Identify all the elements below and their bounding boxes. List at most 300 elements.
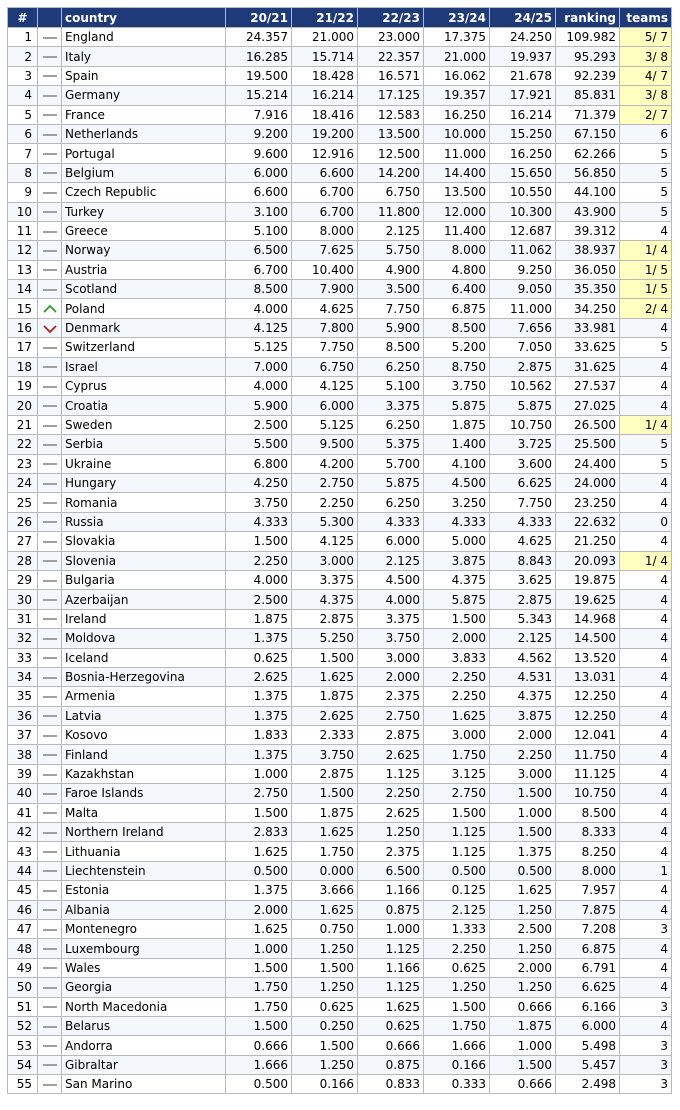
country-cell: Austria [62, 260, 226, 279]
rank-cell: 33 [8, 648, 38, 667]
table-row[interactable] [8, 86, 672, 105]
table-row[interactable] [8, 473, 672, 492]
season-value-cell: 6.625 [490, 473, 556, 492]
season-value-cell: 7.656 [490, 318, 556, 337]
table-row[interactable] [8, 299, 672, 318]
country-cell: Switzerland [62, 338, 226, 357]
table-row[interactable] [8, 202, 672, 221]
table-row[interactable] [8, 823, 672, 842]
season-value-cell: 10.000 [424, 124, 490, 143]
header-country[interactable]: country [62, 8, 226, 28]
season-value-cell: 9.200 [226, 124, 292, 143]
season-value-cell: 1.250 [292, 939, 358, 958]
dash-icon [43, 812, 57, 814]
table-row[interactable] [8, 919, 672, 938]
teams-cell: 3/ 8 [620, 47, 672, 66]
trend-cell [38, 842, 62, 861]
season-value-cell: 7.750 [292, 338, 358, 357]
season-value-cell: 0.666 [490, 1075, 556, 1094]
ranking-table-container [7, 7, 671, 1094]
season-value-cell: 1.875 [292, 687, 358, 706]
country-cell: Luxembourg [62, 939, 226, 958]
ranking-cell: 13.520 [556, 648, 620, 667]
season-value-cell: 3.375 [358, 396, 424, 415]
trend-cell [38, 66, 62, 85]
table-row[interactable] [8, 978, 672, 997]
season-value-cell: 8.843 [490, 551, 556, 570]
season-value-cell: 17.921 [490, 86, 556, 105]
rank-cell: 26 [8, 512, 38, 531]
country-cell: Finland [62, 745, 226, 764]
teams-cell: 1/ 4 [620, 551, 672, 570]
dash-icon [43, 37, 57, 39]
country-cell: Denmark [62, 318, 226, 337]
teams-cell: 4 [620, 881, 672, 900]
season-value-cell: 4.200 [292, 454, 358, 473]
country-cell: Russia [62, 512, 226, 531]
ranking-cell: 12.250 [556, 687, 620, 706]
ranking-cell: 20.093 [556, 551, 620, 570]
season-value-cell: 1.375 [226, 706, 292, 725]
season-value-cell: 6.600 [292, 163, 358, 182]
season-value-cell: 5.750 [358, 241, 424, 260]
season-value-cell: 2.875 [292, 764, 358, 783]
season-value-cell: 0.625 [292, 997, 358, 1016]
dash-icon [43, 231, 57, 233]
season-value-cell: 1.750 [292, 842, 358, 861]
country-cell: Cyprus [62, 377, 226, 396]
arrow-down-icon [43, 324, 57, 334]
rank-cell: 52 [8, 1016, 38, 1035]
table-row[interactable] [8, 338, 672, 357]
header-rank[interactable]: # [8, 8, 38, 28]
season-value-cell: 10.550 [490, 183, 556, 202]
ranking-cell: 95.293 [556, 47, 620, 66]
teams-cell: 4 [620, 609, 672, 628]
season-value-cell: 2.875 [358, 726, 424, 745]
table-row[interactable] [8, 803, 672, 822]
season-value-cell: 7.916 [226, 105, 292, 124]
season-value-cell: 0.166 [292, 1075, 358, 1094]
season-value-cell: 3.000 [358, 648, 424, 667]
dash-icon [43, 366, 57, 368]
season-value-cell: 14.400 [424, 163, 490, 182]
trend-cell [38, 881, 62, 900]
ranking-cell: 6.166 [556, 997, 620, 1016]
country-cell: Belarus [62, 1016, 226, 1035]
ranking-cell: 27.537 [556, 377, 620, 396]
table-row[interactable] [8, 280, 672, 299]
rank-cell: 4 [8, 86, 38, 105]
ranking-cell: 33.625 [556, 338, 620, 357]
dash-icon [43, 580, 57, 582]
season-value-cell: 1.375 [490, 842, 556, 861]
table-row[interactable] [8, 318, 672, 337]
trend-cell [38, 803, 62, 822]
table-row[interactable] [8, 609, 672, 628]
season-value-cell: 5.000 [424, 532, 490, 551]
table-row[interactable] [8, 163, 672, 182]
country-cell: Turkey [62, 202, 226, 221]
season-value-cell: 1.125 [424, 823, 490, 842]
country-cell: Gibraltar [62, 1055, 226, 1074]
trend-cell [38, 939, 62, 958]
season-value-cell: 2.500 [226, 590, 292, 609]
table-row[interactable] [8, 532, 672, 551]
trend-cell [38, 396, 62, 415]
season-value-cell: 5.875 [424, 590, 490, 609]
dash-icon [43, 967, 57, 969]
season-value-cell: 3.750 [292, 745, 358, 764]
season-value-cell: 15.250 [490, 124, 556, 143]
dash-icon [43, 599, 57, 601]
season-value-cell: 2.375 [358, 687, 424, 706]
country-cell: Hungary [62, 473, 226, 492]
trend-cell [38, 202, 62, 221]
table-row[interactable] [8, 260, 672, 279]
table-row[interactable] [8, 939, 672, 958]
table-row[interactable] [8, 124, 672, 143]
rank-cell: 50 [8, 978, 38, 997]
season-value-cell: 1.125 [424, 842, 490, 861]
trend-cell [38, 415, 62, 434]
header-season-2122[interactable]: 21/22 [292, 8, 358, 28]
teams-cell: 5 [620, 163, 672, 182]
ranking-cell: 92.239 [556, 66, 620, 85]
table-row[interactable] [8, 47, 672, 66]
season-value-cell: 9.600 [226, 144, 292, 163]
teams-cell: 5/ 7 [620, 28, 672, 47]
season-value-cell: 2.750 [226, 784, 292, 803]
table-row[interactable] [8, 764, 672, 783]
season-value-cell: 2.500 [226, 415, 292, 434]
teams-cell: 5 [620, 338, 672, 357]
season-value-cell: 1.875 [490, 1016, 556, 1035]
table-row[interactable] [8, 241, 672, 260]
teams-cell: 4 [620, 900, 672, 919]
ranking-cell: 6.625 [556, 978, 620, 997]
trend-cell [38, 221, 62, 240]
teams-cell: 4 [620, 318, 672, 337]
season-value-cell: 10.562 [490, 377, 556, 396]
season-value-cell: 2.250 [292, 493, 358, 512]
country-cell: Armenia [62, 687, 226, 706]
ranking-table [7, 7, 672, 1094]
season-value-cell: 1.625 [358, 997, 424, 1016]
season-value-cell: 0.250 [292, 1016, 358, 1035]
table-row[interactable] [8, 183, 672, 202]
table-row[interactable] [8, 900, 672, 919]
table-row[interactable] [8, 1016, 672, 1035]
country-cell: Albania [62, 900, 226, 919]
season-value-cell: 1.625 [292, 823, 358, 842]
season-value-cell: 2.000 [226, 900, 292, 919]
table-row[interactable] [8, 881, 672, 900]
trend-cell [38, 861, 62, 880]
season-value-cell: 6.500 [226, 241, 292, 260]
dash-icon [43, 192, 57, 194]
season-value-cell: 16.214 [292, 86, 358, 105]
season-value-cell: 11.062 [490, 241, 556, 260]
season-value-cell: 6.875 [424, 299, 490, 318]
rank-cell: 30 [8, 590, 38, 609]
season-value-cell: 2.625 [292, 706, 358, 725]
ranking-cell: 31.625 [556, 357, 620, 376]
season-value-cell: 1.500 [226, 803, 292, 822]
rank-cell: 47 [8, 919, 38, 938]
trend-cell [38, 357, 62, 376]
table-row[interactable] [8, 842, 672, 861]
country-cell: Lithuania [62, 842, 226, 861]
teams-cell: 4 [620, 629, 672, 648]
table-row[interactable] [8, 28, 672, 47]
season-value-cell: 3.375 [292, 570, 358, 589]
dash-icon [43, 696, 57, 698]
season-value-cell: 21.678 [490, 66, 556, 85]
table-row[interactable] [8, 997, 672, 1016]
season-value-cell: 19.200 [292, 124, 358, 143]
season-value-cell: 3.666 [292, 881, 358, 900]
header-season-2021[interactable]: 20/21 [226, 8, 292, 28]
season-value-cell: 6.250 [358, 493, 424, 512]
season-value-cell: 1.500 [292, 1036, 358, 1055]
season-value-cell: 2.750 [292, 473, 358, 492]
table-row[interactable] [8, 512, 672, 531]
teams-cell: 5 [620, 202, 672, 221]
table-row[interactable] [8, 570, 672, 589]
country-cell: Czech Republic [62, 183, 226, 202]
season-value-cell: 1.500 [490, 1055, 556, 1074]
season-value-cell: 4.125 [226, 318, 292, 337]
teams-cell: 4 [620, 764, 672, 783]
season-value-cell: 4.900 [358, 260, 424, 279]
table-row[interactable] [8, 745, 672, 764]
season-value-cell: 0.166 [424, 1055, 490, 1074]
season-value-cell: 2.000 [490, 726, 556, 745]
country-cell: Georgia [62, 978, 226, 997]
season-value-cell: 1.666 [226, 1055, 292, 1074]
season-value-cell: 17.375 [424, 28, 490, 47]
teams-cell: 4 [620, 803, 672, 822]
season-value-cell: 1.500 [424, 803, 490, 822]
season-value-cell: 1.500 [292, 648, 358, 667]
trend-cell [38, 454, 62, 473]
season-value-cell: 0.125 [424, 881, 490, 900]
table-row[interactable] [8, 493, 672, 512]
season-value-cell: 1.500 [292, 784, 358, 803]
header-season-2324[interactable]: 23/24 [424, 8, 490, 28]
teams-cell: 4 [620, 493, 672, 512]
teams-cell: 4 [620, 978, 672, 997]
table-row[interactable] [8, 105, 672, 124]
table-row[interactable] [8, 784, 672, 803]
country-cell: Andorra [62, 1036, 226, 1055]
table-row[interactable] [8, 1036, 672, 1055]
ranking-cell: 8.250 [556, 842, 620, 861]
season-value-cell: 2.625 [226, 667, 292, 686]
table-row[interactable] [8, 221, 672, 240]
table-row[interactable] [8, 551, 672, 570]
table-row[interactable] [8, 454, 672, 473]
dash-icon [43, 483, 57, 485]
table-row[interactable] [8, 435, 672, 454]
rank-cell: 22 [8, 435, 38, 454]
table-row[interactable] [8, 1075, 672, 1094]
dash-icon [43, 250, 57, 252]
dash-icon [43, 657, 57, 659]
table-row[interactable] [8, 415, 672, 434]
trend-cell [38, 609, 62, 628]
rank-cell: 55 [8, 1075, 38, 1094]
table-row[interactable] [8, 1055, 672, 1074]
rank-cell: 49 [8, 958, 38, 977]
season-value-cell: 2.250 [490, 745, 556, 764]
season-value-cell: 3.000 [424, 726, 490, 745]
ranking-cell: 14.968 [556, 609, 620, 628]
rank-cell: 45 [8, 881, 38, 900]
teams-cell: 4 [620, 357, 672, 376]
season-value-cell: 3.100 [226, 202, 292, 221]
season-value-cell: 19.937 [490, 47, 556, 66]
season-value-cell: 2.750 [358, 706, 424, 725]
season-value-cell: 5.250 [292, 629, 358, 648]
country-cell: Germany [62, 86, 226, 105]
dash-icon [43, 56, 57, 58]
season-value-cell: 1.400 [424, 435, 490, 454]
ranking-cell: 109.982 [556, 28, 620, 47]
trend-cell [38, 764, 62, 783]
dash-icon [43, 153, 57, 155]
ranking-cell: 8.000 [556, 861, 620, 880]
season-value-cell: 2.875 [490, 590, 556, 609]
season-value-cell: 3.375 [358, 609, 424, 628]
season-value-cell: 13.500 [424, 183, 490, 202]
season-value-cell: 12.000 [424, 202, 490, 221]
table-row[interactable] [8, 66, 672, 85]
dash-icon [43, 832, 57, 834]
season-value-cell: 4.500 [358, 570, 424, 589]
trend-cell [38, 997, 62, 1016]
table-row[interactable] [8, 687, 672, 706]
rank-cell: 39 [8, 764, 38, 783]
country-cell: Spain [62, 66, 226, 85]
ranking-cell: 62.266 [556, 144, 620, 163]
season-value-cell: 2.125 [358, 221, 424, 240]
season-value-cell: 1.875 [226, 609, 292, 628]
trend-cell [38, 377, 62, 396]
table-row[interactable] [8, 377, 672, 396]
trend-cell [38, 532, 62, 551]
ranking-cell: 14.500 [556, 629, 620, 648]
season-value-cell: 3.750 [358, 629, 424, 648]
country-cell: Croatia [62, 396, 226, 415]
ranking-cell: 19.625 [556, 590, 620, 609]
rank-cell: 5 [8, 105, 38, 124]
arrow-up-icon [43, 304, 57, 314]
table-row[interactable] [8, 861, 672, 880]
table-row[interactable] [8, 629, 672, 648]
rank-cell: 32 [8, 629, 38, 648]
dash-icon [43, 1064, 57, 1066]
table-row[interactable] [8, 144, 672, 163]
trend-cell [38, 958, 62, 977]
dash-icon [43, 618, 57, 620]
country-cell: Greece [62, 221, 226, 240]
dash-icon [43, 386, 57, 388]
season-value-cell: 5.900 [226, 396, 292, 415]
table-row[interactable] [8, 958, 672, 977]
trend-cell [38, 784, 62, 803]
rank-cell: 27 [8, 532, 38, 551]
season-value-cell: 6.000 [358, 532, 424, 551]
season-value-cell: 5.875 [490, 396, 556, 415]
header-season-2223[interactable]: 22/23 [358, 8, 424, 28]
ranking-cell: 43.900 [556, 202, 620, 221]
season-value-cell: 16.250 [424, 105, 490, 124]
season-value-cell: 11.000 [490, 299, 556, 318]
teams-cell: 1/ 4 [620, 241, 672, 260]
country-cell: Netherlands [62, 124, 226, 143]
table-row[interactable] [8, 648, 672, 667]
ranking-cell: 11.125 [556, 764, 620, 783]
season-value-cell: 1.625 [292, 900, 358, 919]
country-cell: Norway [62, 241, 226, 260]
teams-cell: 4 [620, 590, 672, 609]
rank-cell: 25 [8, 493, 38, 512]
rank-cell: 36 [8, 706, 38, 725]
season-value-cell: 5.500 [226, 435, 292, 454]
season-value-cell: 2.250 [424, 939, 490, 958]
trend-cell [38, 28, 62, 47]
dash-icon [43, 211, 57, 213]
table-row[interactable] [8, 667, 672, 686]
season-value-cell: 19.357 [424, 86, 490, 105]
rank-cell: 43 [8, 842, 38, 861]
header-season-2425[interactable]: 24/25 [490, 8, 556, 28]
season-value-cell: 0.625 [424, 958, 490, 977]
season-value-cell: 8.500 [226, 280, 292, 299]
country-cell: Sweden [62, 415, 226, 434]
dash-icon [43, 463, 57, 465]
season-value-cell: 2.333 [292, 726, 358, 745]
teams-cell: 4 [620, 823, 672, 842]
ranking-cell: 24.000 [556, 473, 620, 492]
season-value-cell: 1.166 [358, 881, 424, 900]
season-value-cell: 4.333 [490, 512, 556, 531]
dash-icon [43, 172, 57, 174]
ranking-cell: 21.250 [556, 532, 620, 551]
trend-cell [38, 745, 62, 764]
rank-cell: 29 [8, 570, 38, 589]
table-row[interactable] [8, 706, 672, 725]
table-row[interactable] [8, 590, 672, 609]
rank-cell: 31 [8, 609, 38, 628]
table-row[interactable] [8, 726, 672, 745]
teams-cell: 4 [620, 706, 672, 725]
header-teams[interactable]: teams [620, 8, 672, 28]
header-ranking[interactable]: ranking [556, 8, 620, 28]
table-row[interactable] [8, 396, 672, 415]
season-value-cell: 16.571 [358, 66, 424, 85]
trend-cell [38, 706, 62, 725]
ranking-cell: 33.981 [556, 318, 620, 337]
country-cell: Latvia [62, 706, 226, 725]
trend-cell [38, 551, 62, 570]
season-value-cell: 0.333 [424, 1075, 490, 1094]
season-value-cell: 5.375 [358, 435, 424, 454]
teams-cell: 3 [620, 919, 672, 938]
table-row[interactable] [8, 357, 672, 376]
